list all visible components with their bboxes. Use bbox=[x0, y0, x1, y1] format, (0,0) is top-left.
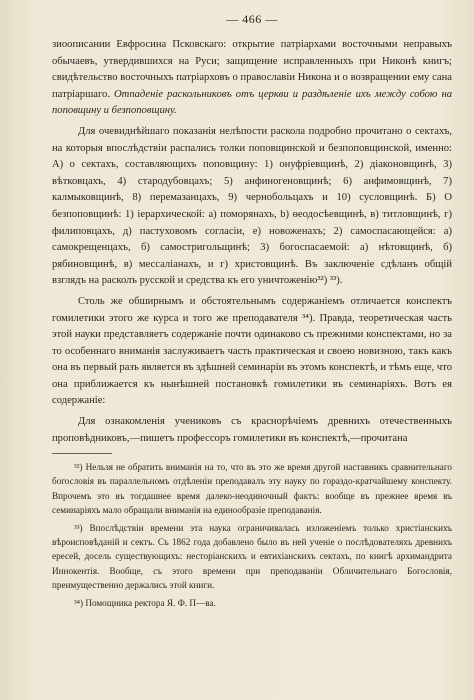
paragraph-2 bbox=[52, 124, 452, 290]
footnotes bbox=[52, 460, 452, 610]
body-text bbox=[52, 37, 452, 447]
paragraph-4 bbox=[52, 414, 452, 447]
paragraph-4-text: Для ознакомленія учениковъ съ краснорѣчіемъ древнихъ отечественныхъ проповѣдниковъ,—пишетъ профессоръ гомилетики въ конспектѣ,—прочитана bbox=[52, 416, 452, 444]
footnote-34: ³⁴) Помощника ректора Я. Ф. П—ва. bbox=[74, 598, 216, 609]
paragraph-2-footnote-refs: ³²) ³³). bbox=[317, 275, 343, 287]
paragraph-3 bbox=[52, 294, 452, 410]
page-number: — 466 — bbox=[226, 12, 278, 26]
footnote-32: ³²) Нельзя не обратить вниманія на то, что въ это же время другой наставникъ сравнительнаго богословія въ параллельномъ отдѣленіи преподавалъ эту науку по гораздо-кратчайшему конспекту. Впрочемъ это въ тогдашнее время далеко-неодиночный фактъ: вообще въ прежнее время въ семинаріяхъ мало обращали вниманія на единообразіе преподаванія. bbox=[52, 462, 452, 515]
paragraph-1-italic-text: Отпаденіе раскольниковъ отъ церкви и раздѣленіе ихъ между собою на поповщину и безпоповщину. bbox=[52, 88, 452, 117]
paragraph-3-text: Столь же обширнымъ и обстоятельнымъ содержаніемъ отличается конспектъ гомилетики этого же курса и того же преподавателя ³⁴). Правда, теоретическая часть этой науки представляетъ содержаніе почти одинаково съ прежними конспектами, но за то особеннаго вниманія заслуживаетъ часть практическая и своею новизною, такъ какъ она въ первый разъ является въ здѣшней семинаріи въ этомъ конспектѣ, и тѣмъ еще, что она приближается къ нынѣшней постановкѣ гомилетики въ семинаріяхъ. Вотъ ея содержаніе: bbox=[52, 295, 452, 407]
footnote-separator bbox=[52, 453, 112, 454]
paragraph-1 bbox=[52, 37, 452, 120]
paragraph-2-text: Для очевиднѣйшаго показанія нелѣпости раскола подробно прочитано о сектахъ, на которыя впослѣдствіи распались толки поповщинской и безпоповщинской, именно: А) о сектахъ, составляющихъ поповщину: 1) онуфріевщинѣ, 2) діаконовщинѣ, 3) вѣтковцахъ, 4) стародубовцахъ; 5) анфиногеновщинѣ; 6) анфимовщинѣ, 7) калмыковщинѣ, 8) перемазанцахъ, 9) чернобольцахъ и 10) сусловщинѣ. Б) О безпоповщинѣ: 1) іерархической: а) поморянахъ, b) ѳеодосѣевщинѣ, в) титловщинѣ, г) филиповцахъ, д) пастуховомъ согласіи, е) новоженахъ; 2) самоспасающейся: а) самокрещенцахъ, б) самостригольщинѣ; 3) богоспасаемой: а) нѣтовщинѣ, б) рябиновщинѣ, в) мессаліанахъ, и г) христовщинѣ. Въ заключеніе сдѣланъ общій взглядъ на расколъ русской и средства къ его уничтоженію bbox=[52, 125, 452, 287]
paragraph-1-text: зиоописании Евфросина Псковскаго: открытие патріархами восточными неправыхъ обычаевъ, утвердившихся на Руси; защищение исправленныхъ при Никонѣ книгъ; свидѣтельство восточныхъ патріарховъ о православіи Никона и о возвращении ему сана патріаршаго. bbox=[52, 39, 452, 100]
footnote-33: ³³) Впослѣдствіи времени эта наука ограничивалась изложеніемъ только христіанскихъ вѣроисповѣданій и сектъ. Съ 1862 года добавлено было въ ней ученіе о послѣдователяхъ древнихъ ересей, досель существующихъ: несторіанскихъ и евтихіанскихъ сектахъ, по книгѣ архимандрита Иннокентія. Вообще, съ этого времени при преподаваніи Обличительнаго Богословія, преимущественно держались этой книги. bbox=[52, 523, 452, 590]
